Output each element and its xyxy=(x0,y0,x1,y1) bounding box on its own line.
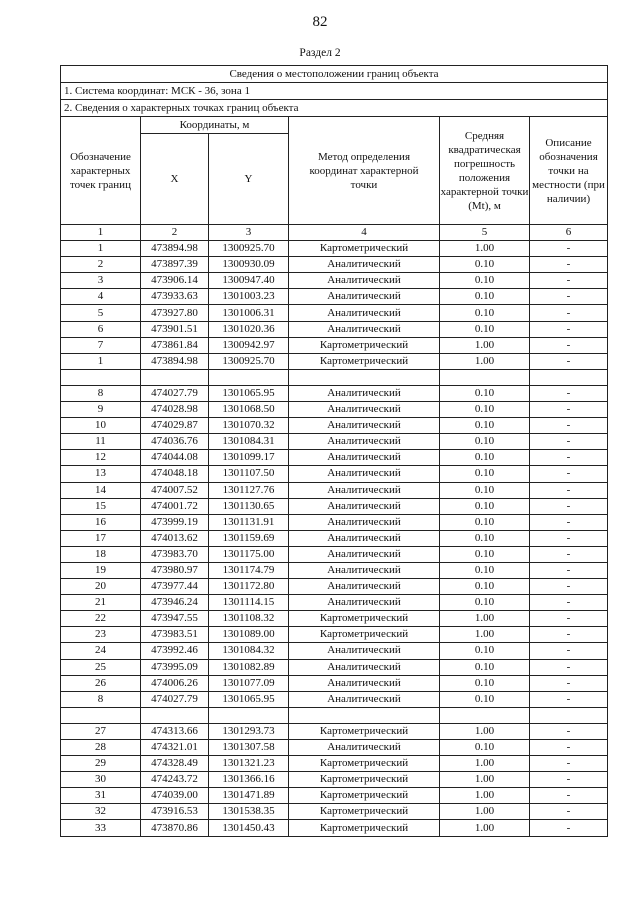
method: Аналитический xyxy=(289,740,440,756)
coord-y: 1301174.79 xyxy=(209,562,289,578)
error-value: 0.10 xyxy=(440,289,530,305)
point-id: 1 xyxy=(61,241,141,257)
table-row xyxy=(61,385,608,401)
column-number: 5 xyxy=(440,225,530,241)
coord-x: 474243.72 xyxy=(141,772,209,788)
error-value: 0.10 xyxy=(440,273,530,289)
empty-cell xyxy=(440,707,530,723)
point-id: 27 xyxy=(61,723,141,739)
empty-cell xyxy=(440,369,530,385)
error-value: 0.10 xyxy=(440,321,530,337)
error-value: 1.00 xyxy=(440,820,530,836)
coord-x: 474321.01 xyxy=(141,740,209,756)
coord-y: 1301003.23 xyxy=(209,289,289,305)
coord-y: 1301082.89 xyxy=(209,659,289,675)
method: Аналитический xyxy=(289,675,440,691)
empty-cell xyxy=(141,707,209,723)
method: Аналитический xyxy=(289,482,440,498)
coord-y: 1301084.32 xyxy=(209,643,289,659)
coord-y: 1301068.50 xyxy=(209,402,289,418)
point-id: 6 xyxy=(61,321,141,337)
coord-x: 474029.87 xyxy=(141,418,209,434)
table-row xyxy=(61,595,608,611)
error-value: 1.00 xyxy=(440,353,530,369)
coord-y: 1301099.17 xyxy=(209,450,289,466)
coord-x: 473999.19 xyxy=(141,514,209,530)
coord-x: 474028.98 xyxy=(141,402,209,418)
coord-y: 1301130.65 xyxy=(209,498,289,514)
coord-x: 473992.46 xyxy=(141,643,209,659)
table-row xyxy=(61,579,608,595)
coord-x: 474036.76 xyxy=(141,434,209,450)
table-row xyxy=(61,241,608,257)
coord-y: 1301084.31 xyxy=(209,434,289,450)
description: - xyxy=(530,402,608,418)
point-id: 4 xyxy=(61,289,141,305)
coord-y: 1301065.95 xyxy=(209,691,289,707)
coord-y: 1301131.91 xyxy=(209,514,289,530)
point-id: 23 xyxy=(61,627,141,643)
table-row xyxy=(61,498,608,514)
coord-x: 474007.52 xyxy=(141,482,209,498)
table-row xyxy=(61,353,608,369)
method: Картометрический xyxy=(289,723,440,739)
coord-x: 473897.39 xyxy=(141,257,209,273)
point-id: 16 xyxy=(61,514,141,530)
separator-row xyxy=(61,707,608,723)
error-value: 0.10 xyxy=(440,659,530,675)
point-id: 1 xyxy=(61,353,141,369)
coord-y: 1301538.35 xyxy=(209,804,289,820)
description: - xyxy=(530,643,608,659)
empty-cell xyxy=(209,707,289,723)
error-value: 0.10 xyxy=(440,740,530,756)
page-number: 82 xyxy=(312,14,328,30)
description: - xyxy=(530,659,608,675)
table-row xyxy=(61,273,608,289)
method: Аналитический xyxy=(289,562,440,578)
header-designation: Обозначение характерных точек границ xyxy=(61,117,141,225)
point-id: 30 xyxy=(61,772,141,788)
coord-x: 474013.62 xyxy=(141,530,209,546)
coord-y: 1301089.00 xyxy=(209,627,289,643)
method: Аналитический xyxy=(289,595,440,611)
description: - xyxy=(530,305,608,321)
coord-x: 473916.53 xyxy=(141,804,209,820)
error-value: 1.00 xyxy=(440,756,530,772)
coord-x: 473901.51 xyxy=(141,321,209,337)
table-row xyxy=(61,546,608,562)
coordinate-system: 1. Система координат: МСК - 36, зона 1 xyxy=(61,83,608,100)
point-id: 22 xyxy=(61,611,141,627)
method: Аналитический xyxy=(289,514,440,530)
point-id: 8 xyxy=(61,385,141,401)
point-id: 12 xyxy=(61,450,141,466)
coord-y: 1301077.09 xyxy=(209,675,289,691)
error-value: 0.10 xyxy=(440,579,530,595)
boundary-points-table xyxy=(60,65,608,837)
coord-y: 1301006.31 xyxy=(209,305,289,321)
coord-y: 1300947.40 xyxy=(209,273,289,289)
error-value: 0.10 xyxy=(440,498,530,514)
coord-y: 1301020.36 xyxy=(209,321,289,337)
table-row xyxy=(61,434,608,450)
description: - xyxy=(530,756,608,772)
table-row xyxy=(61,466,608,482)
coord-y: 1301172.80 xyxy=(209,579,289,595)
header-x: X xyxy=(141,134,209,225)
coord-x: 473933.63 xyxy=(141,289,209,305)
coord-y: 1301065.95 xyxy=(209,385,289,401)
description: - xyxy=(530,772,608,788)
error-value: 0.10 xyxy=(440,562,530,578)
description: - xyxy=(530,723,608,739)
error-value: 0.10 xyxy=(440,418,530,434)
method: Аналитический xyxy=(289,643,440,659)
empty-cell xyxy=(209,369,289,385)
description: - xyxy=(530,418,608,434)
point-id: 15 xyxy=(61,498,141,514)
coord-y: 1301471.89 xyxy=(209,788,289,804)
error-value: 0.10 xyxy=(440,675,530,691)
description: - xyxy=(530,498,608,514)
point-id: 19 xyxy=(61,562,141,578)
method: Картометрический xyxy=(289,353,440,369)
description: - xyxy=(530,337,608,353)
description: - xyxy=(530,257,608,273)
coord-y: 1301321.23 xyxy=(209,756,289,772)
table-row xyxy=(61,482,608,498)
method: Аналитический xyxy=(289,273,440,289)
coord-y: 1301114.15 xyxy=(209,595,289,611)
description: - xyxy=(530,482,608,498)
table-row xyxy=(61,289,608,305)
table-row xyxy=(61,321,608,337)
description: - xyxy=(530,820,608,836)
description: - xyxy=(530,579,608,595)
method: Картометрический xyxy=(289,788,440,804)
method: Картометрический xyxy=(289,627,440,643)
header-error: Средняя квадратическая погрешность положения характерной точки (Mt), м xyxy=(440,117,530,225)
description: - xyxy=(530,385,608,401)
point-id: 8 xyxy=(61,691,141,707)
description: - xyxy=(530,241,608,257)
coord-y: 1301175.00 xyxy=(209,546,289,562)
point-id: 31 xyxy=(61,788,141,804)
description: - xyxy=(530,691,608,707)
coord-x: 474048.18 xyxy=(141,466,209,482)
description: - xyxy=(530,434,608,450)
error-value: 0.10 xyxy=(440,482,530,498)
column-number: 1 xyxy=(61,225,141,241)
table-row xyxy=(61,723,608,739)
coord-y: 1301070.32 xyxy=(209,418,289,434)
description: - xyxy=(530,788,608,804)
method: Аналитический xyxy=(289,305,440,321)
coord-x: 473983.70 xyxy=(141,546,209,562)
table-row xyxy=(61,756,608,772)
error-value: 0.10 xyxy=(440,595,530,611)
column-number: 4 xyxy=(289,225,440,241)
table-row xyxy=(61,788,608,804)
description: - xyxy=(530,627,608,643)
error-value: 1.00 xyxy=(440,337,530,353)
coord-x: 474006.26 xyxy=(141,675,209,691)
method: Аналитический xyxy=(289,402,440,418)
table-row xyxy=(61,627,608,643)
header-y: Y xyxy=(209,134,289,225)
point-id: 3 xyxy=(61,273,141,289)
table-row xyxy=(61,643,608,659)
method: Аналитический xyxy=(289,289,440,305)
error-value: 0.10 xyxy=(440,450,530,466)
point-id: 2 xyxy=(61,257,141,273)
method: Картометрический xyxy=(289,611,440,627)
method: Аналитический xyxy=(289,530,440,546)
coord-x: 473946.24 xyxy=(141,595,209,611)
error-value: 0.10 xyxy=(440,385,530,401)
empty-cell xyxy=(530,369,608,385)
error-value: 0.10 xyxy=(440,514,530,530)
point-id: 20 xyxy=(61,579,141,595)
table-row xyxy=(61,418,608,434)
header-description: Описание обозначения точки на местности (при наличии) xyxy=(530,117,608,225)
method: Аналитический xyxy=(289,466,440,482)
error-value: 0.10 xyxy=(440,530,530,546)
point-id: 32 xyxy=(61,804,141,820)
error-value: 1.00 xyxy=(440,241,530,257)
point-id: 21 xyxy=(61,595,141,611)
coord-x: 474328.49 xyxy=(141,756,209,772)
method: Картометрический xyxy=(289,772,440,788)
method: Аналитический xyxy=(289,257,440,273)
coord-x: 473894.98 xyxy=(141,353,209,369)
point-id: 29 xyxy=(61,756,141,772)
coord-y: 1301366.16 xyxy=(209,772,289,788)
table-row xyxy=(61,675,608,691)
point-id: 11 xyxy=(61,434,141,450)
table-row xyxy=(61,562,608,578)
method: Аналитический xyxy=(289,498,440,514)
error-value: 1.00 xyxy=(440,627,530,643)
table-row xyxy=(61,450,608,466)
description: - xyxy=(530,321,608,337)
method: Картометрический xyxy=(289,820,440,836)
error-value: 0.10 xyxy=(440,643,530,659)
coord-x: 474039.00 xyxy=(141,788,209,804)
coord-x: 473906.14 xyxy=(141,273,209,289)
error-value: 1.00 xyxy=(440,772,530,788)
table-row xyxy=(61,611,608,627)
coord-x: 473977.44 xyxy=(141,579,209,595)
table-row xyxy=(61,402,608,418)
points-heading: 2. Сведения о характерных точках границ объекта xyxy=(61,100,608,117)
description: - xyxy=(530,530,608,546)
description: - xyxy=(530,804,608,820)
coord-y: 1301127.76 xyxy=(209,482,289,498)
coord-y: 1301159.69 xyxy=(209,530,289,546)
separator-row xyxy=(61,369,608,385)
method: Картометрический xyxy=(289,804,440,820)
description: - xyxy=(530,289,608,305)
description: - xyxy=(530,595,608,611)
point-id: 26 xyxy=(61,675,141,691)
error-value: 1.00 xyxy=(440,788,530,804)
description: - xyxy=(530,675,608,691)
error-value: 0.10 xyxy=(440,691,530,707)
error-value: 0.10 xyxy=(440,402,530,418)
table-row xyxy=(61,337,608,353)
column-number: 6 xyxy=(530,225,608,241)
empty-cell xyxy=(289,707,440,723)
description: - xyxy=(530,740,608,756)
coord-y: 1301107.50 xyxy=(209,466,289,482)
coord-x: 474001.72 xyxy=(141,498,209,514)
description: - xyxy=(530,546,608,562)
table-row xyxy=(61,305,608,321)
description: - xyxy=(530,353,608,369)
coord-x: 473980.97 xyxy=(141,562,209,578)
error-value: 0.10 xyxy=(440,305,530,321)
coord-x: 473927.80 xyxy=(141,305,209,321)
method: Аналитический xyxy=(289,546,440,562)
point-id: 25 xyxy=(61,659,141,675)
coord-x: 474044.08 xyxy=(141,450,209,466)
coord-x: 473870.86 xyxy=(141,820,209,836)
table-row xyxy=(61,804,608,820)
point-id: 10 xyxy=(61,418,141,434)
table-row xyxy=(61,530,608,546)
method: Аналитический xyxy=(289,659,440,675)
coord-x: 473947.55 xyxy=(141,611,209,627)
coord-x: 473983.51 xyxy=(141,627,209,643)
point-id: 24 xyxy=(61,643,141,659)
description: - xyxy=(530,514,608,530)
coord-x: 473894.98 xyxy=(141,241,209,257)
method: Картометрический xyxy=(289,756,440,772)
method: Картометрический xyxy=(289,241,440,257)
coord-x: 473861.84 xyxy=(141,337,209,353)
section-title: Раздел 2 xyxy=(299,47,341,59)
column-number: 3 xyxy=(209,225,289,241)
method: Аналитический xyxy=(289,691,440,707)
table-title: Сведения о местоположении границ объекта xyxy=(61,66,608,83)
table-row xyxy=(61,772,608,788)
table-row xyxy=(61,514,608,530)
point-id: 18 xyxy=(61,546,141,562)
description: - xyxy=(530,450,608,466)
point-id: 33 xyxy=(61,820,141,836)
method: Картометрический xyxy=(289,337,440,353)
point-id: 7 xyxy=(61,337,141,353)
error-value: 1.00 xyxy=(440,611,530,627)
coord-y: 1301293.73 xyxy=(209,723,289,739)
error-value: 0.10 xyxy=(440,546,530,562)
description: - xyxy=(530,273,608,289)
point-id: 17 xyxy=(61,530,141,546)
error-value: 1.00 xyxy=(440,723,530,739)
header-method: Метод определения координат характерной точки xyxy=(289,117,440,225)
empty-cell xyxy=(530,707,608,723)
table-row xyxy=(61,740,608,756)
coord-x: 474027.79 xyxy=(141,385,209,401)
coord-x: 474027.79 xyxy=(141,691,209,707)
header-coordinates: Координаты, м xyxy=(141,117,289,134)
coord-y: 1301108.32 xyxy=(209,611,289,627)
column-number: 2 xyxy=(141,225,209,241)
empty-cell xyxy=(61,369,141,385)
coord-y: 1301307.58 xyxy=(209,740,289,756)
point-id: 9 xyxy=(61,402,141,418)
description: - xyxy=(530,562,608,578)
empty-cell xyxy=(289,369,440,385)
method: Аналитический xyxy=(289,418,440,434)
error-value: 0.10 xyxy=(440,257,530,273)
point-id: 5 xyxy=(61,305,141,321)
description: - xyxy=(530,466,608,482)
empty-cell xyxy=(61,707,141,723)
coord-y: 1301450.43 xyxy=(209,820,289,836)
coord-y: 1300925.70 xyxy=(209,353,289,369)
method: Аналитический xyxy=(289,321,440,337)
method: Аналитический xyxy=(289,450,440,466)
coord-y: 1300930.09 xyxy=(209,257,289,273)
point-id: 13 xyxy=(61,466,141,482)
method: Аналитический xyxy=(289,579,440,595)
error-value: 0.10 xyxy=(440,466,530,482)
table-row xyxy=(61,659,608,675)
coord-y: 1300942.97 xyxy=(209,337,289,353)
table-row xyxy=(61,691,608,707)
empty-cell xyxy=(141,369,209,385)
coord-x: 474313.66 xyxy=(141,723,209,739)
error-value: 1.00 xyxy=(440,804,530,820)
error-value: 0.10 xyxy=(440,434,530,450)
point-id: 14 xyxy=(61,482,141,498)
method: Аналитический xyxy=(289,434,440,450)
method: Аналитический xyxy=(289,385,440,401)
coord-x: 473995.09 xyxy=(141,659,209,675)
coord-y: 1300925.70 xyxy=(209,241,289,257)
description: - xyxy=(530,611,608,627)
point-id: 28 xyxy=(61,740,141,756)
table-row xyxy=(61,820,608,836)
table-row xyxy=(61,257,608,273)
